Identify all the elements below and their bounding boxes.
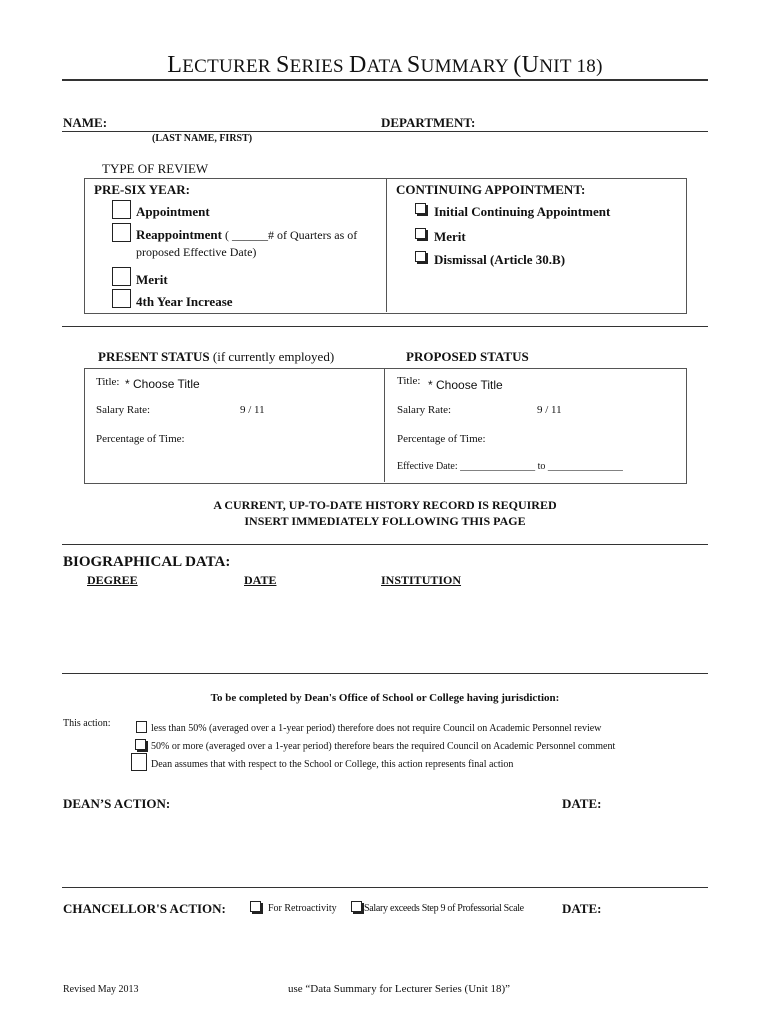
section-rule-4 <box>62 887 708 888</box>
opt1-label: less than 50% (averaged over a 1-year period) therefore does not require Council on Academic Personnel review <box>151 723 602 734</box>
bio-heading: BIOGRAPHICAL DATA: <box>63 554 231 570</box>
reappointment-line: Reappointment ( ______# of Quarters as of <box>136 227 358 242</box>
appointment-label: Appointment <box>136 204 210 219</box>
opt3-label: Dean assumes that with respect to the School or College, this action represents final action <box>151 759 514 770</box>
proposed-title-select[interactable]: * Choose Title <box>428 378 503 392</box>
merit-label: Merit <box>136 272 168 287</box>
name-hint: (LAST NAME, FIRST) <box>152 133 253 144</box>
chancellor-date-label: DATE: <box>562 901 602 916</box>
revised-note: Revised May 2013 <box>63 984 139 995</box>
department-label: DEPARTMENT: <box>381 115 476 130</box>
appointment-checkbox[interactable] <box>112 200 131 219</box>
proposed-status-heading: PROPOSED STATUS <box>406 349 529 364</box>
title-rule <box>62 79 708 81</box>
effective-date-field[interactable]: Effective Date: _______________ to _______________ <box>397 461 623 472</box>
deans-action-label: DEAN’S ACTION: <box>63 796 171 811</box>
retroactivity-checkbox[interactable] <box>250 901 261 912</box>
opt2-label: 50% or more (averaged over a 1-year period) therefore bears the required Council on Academic Personnel comment <box>151 741 616 752</box>
merit-checkbox[interactable] <box>112 267 131 286</box>
present-salary-label: Salary Rate: <box>96 404 151 416</box>
present-title-select[interactable]: * Choose Title <box>125 377 200 391</box>
continuing-merit-label: Merit <box>434 229 466 244</box>
dismissal-checkbox[interactable] <box>415 251 426 262</box>
pre-six-label: PRE-SIX YEAR: <box>94 182 190 197</box>
date-header: DATE <box>244 573 277 587</box>
section-rule-3 <box>62 673 708 674</box>
fourth-year-label: 4th Year Increase <box>136 294 233 309</box>
present-salary-value: 9 / 11 <box>240 404 265 416</box>
history-notice-line2: INSERT IMMEDIATELY FOLLOWING THIS PAGE <box>244 514 526 528</box>
status-divider <box>384 369 385 482</box>
proposed-salary-value: 9 / 11 <box>537 404 562 416</box>
section-rule-1 <box>62 326 708 327</box>
salary-exceeds-checkbox[interactable] <box>351 901 362 912</box>
page-title: LECTURER SERIES DATA SUMMARY (UNIT 18) <box>167 52 603 78</box>
continuing-label: CONTINUING APPOINTMENT: <box>396 182 586 197</box>
fourth-year-checkbox[interactable] <box>112 289 131 308</box>
deans-action-date-label: DATE: <box>562 796 602 811</box>
present-title-label: Title: <box>96 376 120 388</box>
continuing-merit-checkbox[interactable] <box>415 228 426 239</box>
retroactivity-label: For Retroactivity <box>268 903 337 914</box>
present-status-heading: PRESENT STATUS (if currently employed) <box>98 349 335 364</box>
proposed-percentage-label: Percentage of Time: <box>397 433 486 445</box>
initial-continuing-checkbox[interactable] <box>415 203 426 214</box>
section-rule-2 <box>62 544 708 545</box>
opt3-checkbox[interactable] <box>131 753 147 771</box>
salary-exceeds-label: Salary exceeds Step 9 of Professorial Scale <box>364 903 524 914</box>
dean-office-heading: To be completed by Dean's Office of School or College having jurisdiction: <box>210 692 560 704</box>
review-divider <box>386 179 387 312</box>
opt1-checkbox[interactable] <box>136 721 147 733</box>
history-notice-line1: A CURRENT, UP-TO-DATE HISTORY RECORD IS REQUIRED <box>213 498 557 512</box>
type-of-review-label: TYPE OF REVIEW <box>102 161 209 176</box>
initial-continuing-label: Initial Continuing Appointment <box>434 204 611 219</box>
reappointment-checkbox[interactable] <box>112 223 131 242</box>
degree-header: DEGREE <box>87 573 138 587</box>
this-action-label: This action: <box>63 718 111 729</box>
name-rule <box>62 131 708 132</box>
use-note: use “Data Summary for Lecturer Series (Unit 18)” <box>288 983 511 995</box>
proposed-title-label: Title: <box>397 375 421 387</box>
proposed-salary-label: Salary Rate: <box>397 404 452 416</box>
name-label: NAME: <box>63 115 108 130</box>
chancellors-action-label: CHANCELLOR'S ACTION: <box>63 901 226 916</box>
opt2-checkbox[interactable] <box>135 739 146 750</box>
present-percentage-label: Percentage of Time: <box>96 433 185 445</box>
institution-header: INSTITUTION <box>381 573 462 587</box>
reappointment-note: proposed Effective Date) <box>136 245 257 259</box>
dismissal-label: Dismissal (Article 30.B) <box>434 252 566 267</box>
